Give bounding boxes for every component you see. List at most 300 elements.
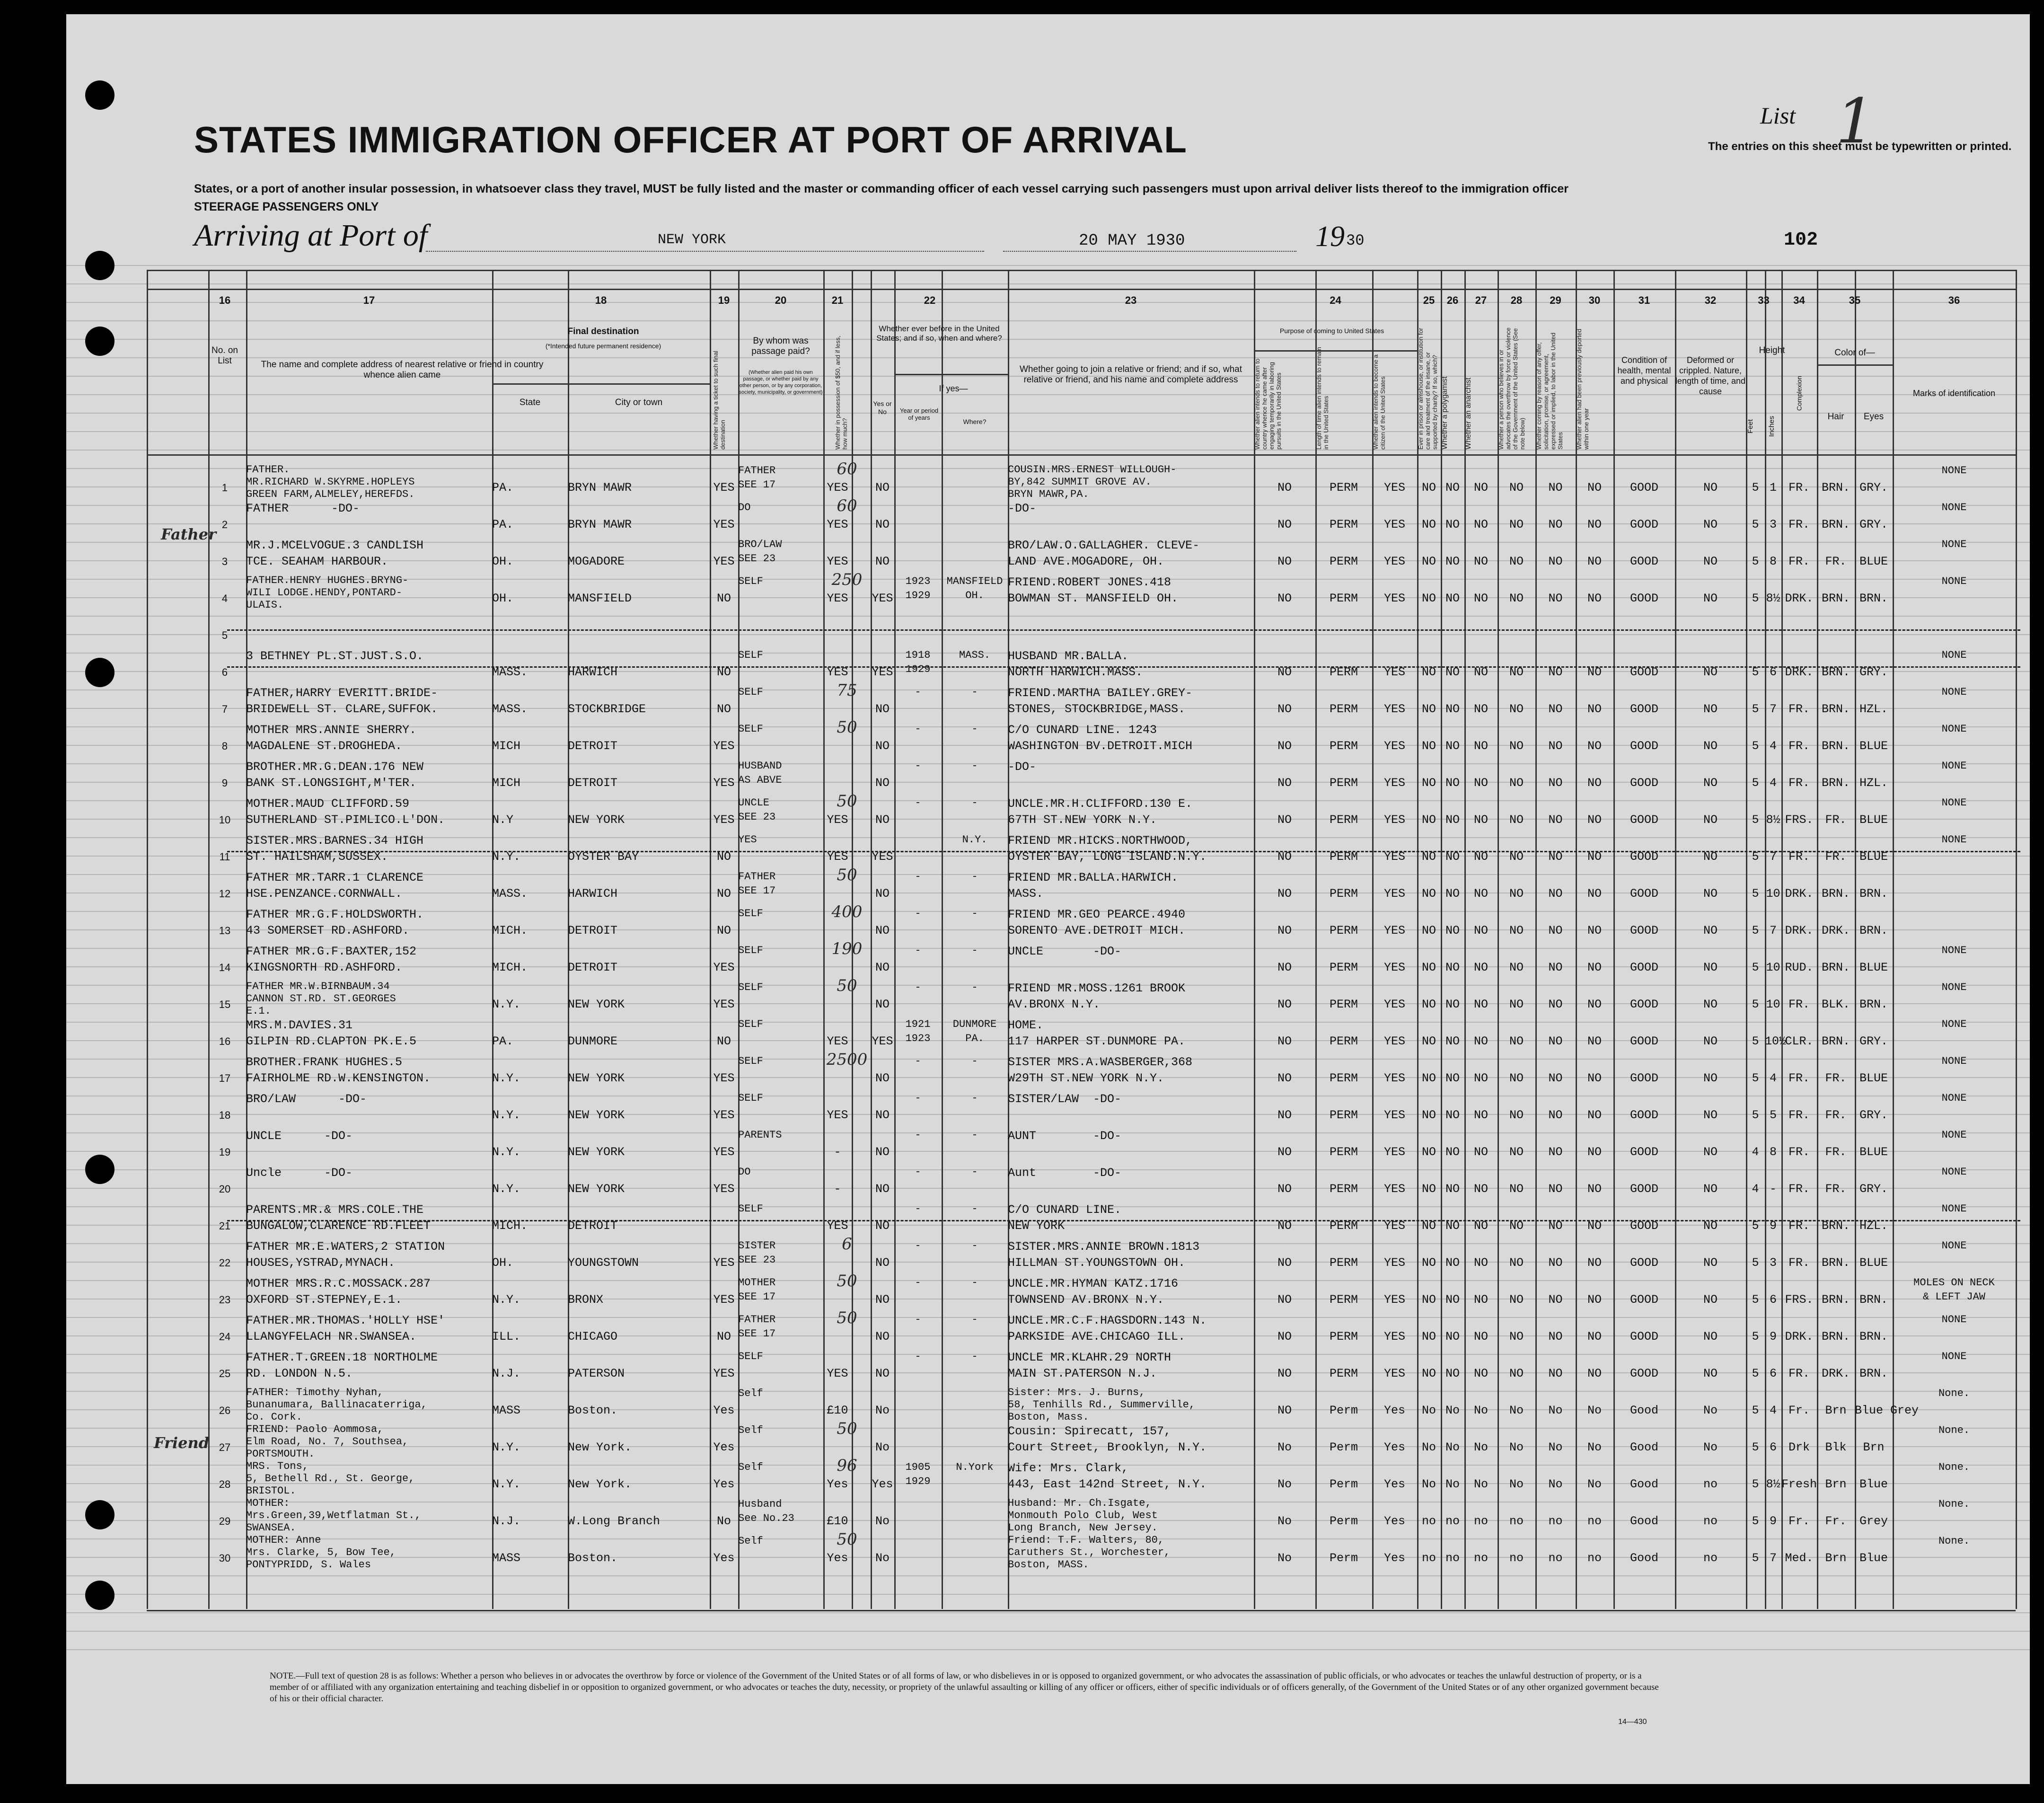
cell-ovr: NO [1509,961,1524,974]
cell-city: New York. [568,1441,632,1454]
cell-eyes: BLUE [1859,1071,1888,1085]
cell-city: Boston. [568,1404,618,1417]
cell-tkt: NO [716,887,731,901]
cell-hair: BRN. [1821,1034,1850,1048]
cell-pol: NO [1445,776,1460,790]
cell-paid: DO [738,502,751,513]
strike-line [227,666,2020,668]
cell-ana: No [1473,1441,1488,1454]
table-row [66,1272,2030,1313]
cell-dep: NO [1587,518,1602,531]
cell-yr: - [915,1129,921,1141]
cell-st: MICH. [492,961,528,974]
cell-cit: Yes [1383,1477,1405,1491]
col-header-marks: Marks of identification [1912,389,1996,398]
table-row [66,833,2030,870]
cell-yn: YES [872,592,893,605]
cell-pol: no [1445,1551,1460,1565]
cell-wh: - [971,797,978,809]
cell-off: NO [1548,739,1563,753]
cell-hair: FR. [1825,850,1847,864]
cell-eyes: GRY. [1859,1182,1888,1196]
cell-rel: MRS. Tons, 5, Bethell Rd., St. George, BRISTOL. [246,1460,415,1497]
cell-paid: SELF [738,1203,763,1215]
cell-yn: YES [872,850,893,864]
cell-dep: NO [1587,1219,1602,1233]
cell-paid: UNCLE SEE 23 [738,797,776,823]
cell-len: PERM [1329,1034,1358,1048]
cell-join: C/O CUNARD LINE. NEW YORK [1008,1203,1122,1233]
col-header-ticket: Whether having a ticket to such final destination [712,351,726,450]
cell-tkt: NO [716,1330,731,1343]
cell-ovr: NO [1509,739,1524,753]
cell-dep: NO [1587,1145,1602,1159]
col-header-ifyes: If yes— [939,384,968,393]
cell-rel: BRO/LAW -DO- [246,1092,367,1106]
cell-len: PERM [1329,850,1358,864]
cell-st: N.Y. [492,1293,521,1307]
cell-marks: NONE [1941,575,1967,587]
cell-join: UNCLE MR.KLAHR.29 NORTH MAIN ST.PATERSON N.J. [1008,1351,1172,1380]
cell-hair: Brn [1825,1551,1847,1565]
cell-st: OH. [492,592,514,605]
cell-rel: MOTHER MRS.ANNIE SHERRY. MAGDALENE ST.DROGHEDA. [246,723,417,753]
table-row [66,1235,2030,1276]
cell-wh: N.Y. [962,834,987,846]
cell-cit: YES [1383,887,1405,901]
cell-city: DUNMORE [568,1034,618,1048]
cell-n: 11 [219,851,230,863]
cell-ft: 5 [1752,887,1759,901]
cell-paid: SELF [738,686,763,698]
cell-ana: NO [1473,1219,1488,1233]
cell-dep: NO [1587,1330,1602,1343]
cell-st: MICH [492,776,521,790]
cell-pri: No [1421,1441,1436,1454]
cell-cash: YES [827,1219,848,1233]
list-number: 1 [1836,85,1875,157]
cell-ret: NO [1277,1404,1292,1417]
cell-n: 23 [219,1294,231,1306]
cell-pol: NO [1445,1330,1460,1343]
cell-cit: YES [1383,961,1405,974]
cell-marks: NONE [1941,502,1967,513]
cell-ret: No [1277,1514,1292,1528]
cell-city: YOUNGSTOWN [568,1256,639,1270]
cell-st: MICH [492,739,521,753]
table-row [66,1387,2030,1423]
cell-ft: 5 [1752,1293,1759,1307]
cell-len: PERM [1329,1293,1358,1307]
margin-note: Friend [154,1434,210,1452]
cell-def: NO [1703,887,1718,901]
cell-yn: NO [875,1071,890,1085]
cell-hair: BRN. [1821,518,1850,531]
cell-eyes: Brn [1863,1441,1885,1454]
cell-rel: FATHER: Timothy Nyhan, Bunanumara, Ballinacaterriga, Co. Cork. [246,1387,427,1423]
cell-rel: PARENTS.MR.& MRS.COLE.THE BUNGALOW,CLARENCE RD.FLEET [246,1203,431,1233]
column-number: 26 [1446,294,1459,306]
cell-dep: NO [1587,592,1602,605]
cell-pol: NO [1445,1256,1460,1270]
cell-pol: NO [1445,1071,1460,1085]
col-header-state: State [519,398,541,407]
cell-ana: NO [1473,961,1488,974]
cell-yn: NO [875,1145,890,1159]
cell-pol: NO [1445,592,1460,605]
cell-wh: - [971,1314,978,1326]
cell-hea: Good [1630,1477,1658,1491]
cell-hair: BRN. [1821,592,1850,605]
cell-join: C/O CUNARD LINE. 1243 WASHINGTON BV.DETROIT.MICH [1008,723,1193,753]
cell-cit: YES [1383,998,1405,1011]
cell-tkt: YES [713,1293,735,1307]
cell-wh: - [971,686,978,698]
cell-paid: YES [738,834,757,846]
cell-n: 12 [219,888,231,900]
cell-def: NO [1703,481,1718,495]
cell-pri: NO [1421,998,1436,1011]
cell-city: NEW YORK [568,1145,625,1159]
table-row [66,792,2030,833]
cell-len: PERM [1329,555,1358,568]
cell-def: NO [1703,592,1718,605]
cell-st: N.Y [492,813,514,827]
cell-n: 13 [219,925,231,937]
cell-n: 25 [219,1368,231,1379]
cell-marks: NONE [1941,1018,1967,1030]
cell-hw: 50 [837,1419,857,1438]
column-number: 18 [595,294,607,306]
cell-def: NO [1703,1256,1718,1270]
col-header-overthrow: Whether a person who believes in or advocates the overthrow by force or violence of the Government of the United States (See note below) [1498,327,1526,450]
cell-tkt: Yes [713,1477,735,1491]
cell-def: NO [1703,776,1718,790]
cell-rel: FATHER MR.TARR.1 CLARENCE HSE.PENZANCE.CORNWALL. [246,871,424,901]
cell-hw: 50 [837,976,857,995]
col-header-deformed: Deformed or crippled. Nature, length of time, and cause [1675,355,1746,396]
cell-ret: NO [1277,702,1292,716]
cell-city: W.Long Branch [568,1514,661,1528]
cell-tkt: YES [713,1182,735,1196]
cell-yn: NO [875,702,890,716]
cell-paid: SISTER SEE 23 [738,1240,776,1266]
cell-marks: NONE [1941,760,1967,772]
cell-def: NO [1703,850,1718,864]
cell-pol: NO [1445,481,1460,495]
cell-ovr: NO [1509,1219,1524,1233]
cell-ft: 5 [1752,1404,1759,1417]
cell-ret: NO [1277,776,1292,790]
cell-ana: NO [1473,924,1488,937]
cell-st: N.Y. [492,850,521,864]
cell-def: no [1703,1477,1718,1491]
cell-dep: NO [1587,1256,1602,1270]
cell-in: 7 [1769,702,1777,716]
cell-ovr: NO [1509,1145,1524,1159]
cell-ret: NO [1277,481,1292,495]
cell-ana: NO [1473,776,1488,790]
cell-in: 3 [1769,1256,1777,1270]
cell-hair: Brn [1825,1477,1847,1491]
table-row [66,1456,2030,1497]
cell-yn: NO [875,481,890,495]
cell-cash: YES [827,555,848,568]
cell-ft: 5 [1752,1256,1759,1270]
cell-ft: 5 [1752,1330,1759,1343]
cell-def: NO [1703,1145,1718,1159]
cell-cx: CLR. [1785,1034,1814,1048]
cell-off: NO [1548,1367,1563,1380]
cell-ret: NO [1277,998,1292,1011]
column-number: 23 [1125,294,1137,306]
cell-ft: 5 [1752,1441,1759,1454]
cell-hw: 6 [842,1235,852,1254]
cell-paid: Husband See No.23 [738,1498,794,1524]
cell-eyes: BLUE [1859,1256,1888,1270]
cell-pri: NO [1421,665,1436,679]
cell-off: NO [1548,998,1563,1011]
cell-paid: SELF [738,1092,763,1104]
cell-dep: NO [1587,1293,1602,1307]
cell-cx: FRS. [1785,813,1814,827]
cell-join: FRIEND MR.BALLA.HARWICH. MASS. [1008,871,1179,901]
cell-dep: No [1587,1404,1602,1417]
cell-marks: None. [1938,1498,1970,1510]
cell-pol: No [1445,1441,1460,1454]
cell-n: 15 [219,999,231,1010]
cell-dep: NO [1587,961,1602,974]
cell-pol: NO [1445,1034,1460,1048]
cell-ret: NO [1277,961,1292,974]
cell-rel: FATHER -DO- [246,502,360,515]
year-prefix: 19 [1315,221,1345,253]
cell-paid: FATHER SEE 17 [738,871,776,897]
cell-hea: GOOD [1630,1034,1658,1048]
cell-ft: 5 [1752,1219,1759,1233]
cell-cash: Yes [827,1477,848,1491]
cell-cit: YES [1383,518,1405,531]
cell-tkt: YES [713,1256,735,1270]
cell-off: NO [1548,887,1563,901]
cell-ana: NO [1473,481,1488,495]
cell-n: 1 [221,482,228,494]
cell-off: NO [1548,961,1563,974]
cell-ana: NO [1473,850,1488,864]
cell-ovr: No [1509,1441,1524,1454]
cell-hw: 250 [831,570,863,589]
cell-in: 4 [1769,776,1777,790]
cell-wh: - [971,981,978,993]
cell-wh: - [971,723,978,735]
cell-len: PERM [1329,1367,1358,1380]
cell-pol: NO [1445,850,1460,864]
cell-in: 8½ [1766,813,1780,827]
column-number: 24 [1330,294,1341,306]
cell-wh: - [971,871,978,883]
cell-tkt: YES [713,739,735,753]
cell-rel: FATHER MR.E.WATERS,2 STATION HOUSES,YSTRAD,MYNACH. [246,1240,445,1270]
cell-hw: 400 [831,902,863,921]
cell-yr: - [915,1092,921,1104]
cell-st: OH. [492,555,514,568]
cell-join: SISTER MRS.A.WASBERGER,368 W29TH ST.NEW YORK N.Y. [1008,1055,1193,1085]
cell-len: Perm [1329,1404,1358,1417]
col-header-prior-yesno: Yes or No [873,400,892,415]
cell-eyes: HZL. [1859,1219,1888,1233]
cell-cash: YES [827,1108,848,1122]
cell-ret: NO [1277,1108,1292,1122]
cell-n: 8 [221,740,228,752]
cell-ft: 5 [1752,1551,1759,1565]
manifest-sheet [66,14,2030,1784]
year-suffix: 30 [1346,232,1365,249]
cell-pri: NO [1421,1219,1436,1233]
cell-def: NO [1703,1330,1718,1343]
cell-hair: Brn [1825,1404,1847,1417]
table-row [66,1091,2030,1128]
cell-def: NO [1703,1071,1718,1085]
cell-hea: GOOD [1630,739,1658,753]
cell-ret: NO [1277,1071,1292,1085]
cell-paid: SELF [738,1055,763,1067]
col-header-hair: Hair [1827,412,1844,422]
cell-ret: NO [1277,1145,1292,1159]
cell-in: 8 [1769,1145,1777,1159]
cell-rel: MOTHER MRS.R.C.MOSSACK.287 OXFORD ST.STEPNEY,E.1. [246,1277,431,1307]
cell-marks: None. [1938,1535,1970,1547]
cell-cx: FR. [1788,518,1810,531]
cell-hea: GOOD [1630,776,1658,790]
column-number: 34 [1793,294,1805,306]
cell-wh: MANSFIELD OH. [946,575,1003,601]
cell-marks: NONE [1941,723,1967,735]
cell-off: NO [1548,813,1563,827]
cell-st: N.Y. [492,1182,521,1196]
cell-city: STOCKBRIDGE [568,702,646,716]
cell-yr: - [915,1203,921,1215]
cell-pol: NO [1445,924,1460,937]
cell-hair: FR. [1825,1182,1847,1196]
cell-eyes: BRN. [1859,592,1888,605]
cell-cx: FR. [1788,739,1810,753]
column-number: 35 [1849,294,1861,306]
cell-hair: Fr. [1825,1514,1847,1528]
cell-paid: FATHER SEE 17 [738,1314,776,1340]
cell-in: 8½ [1766,592,1780,605]
cell-dep: NO [1587,739,1602,753]
cell-pol: NO [1445,1219,1460,1233]
col-header-cash: Whether in possession of $50, and if less, how much? [834,336,848,450]
cell-st: MASS. [492,702,528,716]
cell-ovr: NO [1509,776,1524,790]
cell-hea: Good [1630,1441,1658,1454]
cell-st: PA. [492,481,514,495]
col-header-passage-sub: (Whether alien paid his own passage, or whether paid by any other person, or by any corporation, society, municipality, or government) [739,370,823,395]
cell-paid: SELF [738,723,763,735]
cell-join: Sister: Mrs. J. Burns, 58, Tenhills Rd., Summerville, Boston, Mass. [1008,1387,1196,1423]
column-number: 21 [831,294,844,306]
cell-city: MANSFIELD [568,592,632,605]
cell-hea: GOOD [1630,998,1658,1011]
cell-def: NO [1703,739,1718,753]
cell-marks: NONE [1941,797,1967,809]
cell-ft: 5 [1752,1108,1759,1122]
cell-pol: NO [1445,998,1460,1011]
cell-tkt: YES [713,1108,735,1122]
cell-paid: MOTHER SEE 17 [738,1277,776,1303]
cell-st: OH. [492,1256,514,1270]
cell-ret: NO [1277,1330,1292,1343]
cell-paid: Self [738,1424,763,1436]
cell-rel: FATHER MR.G.F.BAXTER,152 KINGSNORTH RD.ASHFORD. [246,945,417,974]
cell-tkt: No [716,1514,731,1528]
cell-n: 19 [219,1146,231,1158]
cell-cit: YES [1383,1034,1405,1048]
cell-wh: - [971,1055,978,1067]
cell-marks: None. [1938,1424,1970,1436]
table-row [66,681,2030,722]
cell-eyes: BLUE [1859,1145,1888,1159]
cell-paid: SELF [738,945,763,956]
cell-hea: Good [1630,1551,1658,1565]
cell-def: NO [1703,702,1718,716]
cell-ovr: NO [1509,665,1524,679]
cell-yr: - [915,1166,921,1178]
cell-dep: NO [1587,702,1602,716]
cell-eyes: GRY. [1859,665,1888,679]
col-header-eyes: Eyes [1863,412,1884,422]
cell-rel: MRS.M.DAVIES.31 GILPIN RD.CLAPTON PK.E.5 [246,1018,417,1048]
cell-tkt: NO [716,592,731,605]
cell-ovr: NO [1509,1293,1524,1307]
cell-pri: no [1421,1514,1436,1528]
cell-marks: MOLES ON NECK & LEFT JAW [1913,1277,1995,1303]
cell-hw: 50 [837,1272,857,1290]
col-header-polygamist: Whether a polygamist [1441,376,1449,450]
cell-tkt: Yes [713,1551,735,1565]
cell-def: NO [1703,961,1718,974]
cell-in: 4 [1769,739,1777,753]
cell-ovr: NO [1509,850,1524,864]
cell-st: MICH. [492,1219,528,1233]
cell-cx: FR. [1788,1256,1810,1270]
cell-len: PERM [1329,1182,1358,1196]
cell-marks: NONE [1941,649,1967,661]
cell-in: 9 [1769,1514,1777,1528]
cell-n: 16 [219,1035,231,1047]
cell-yn: Yes [872,1477,893,1491]
cell-pri: NO [1421,776,1436,790]
cell-city: Boston. [568,1551,618,1565]
col-header-city: City or town [615,398,663,407]
cell-cx: FR. [1788,1145,1810,1159]
cell-def: NO [1703,924,1718,937]
cell-hair: BRN. [1821,481,1850,495]
cell-pol: NO [1445,961,1460,974]
cell-join: HUSBAND MR.BALLA. NORTH HARWICH.MASS. [1008,649,1143,679]
cell-yr: - [915,871,921,883]
table-row [66,570,2030,611]
strike-line [227,1220,2020,1221]
cell-cx: DRK. [1785,1330,1814,1343]
cell-join: FRIEND MR.GEO PEARCE.4940 SORENTO AVE.DETROIT MICH. [1008,908,1186,937]
cell-marks: NONE [1941,1203,1967,1215]
cell-cit: YES [1383,481,1405,495]
cell-in: 9 [1769,1330,1777,1343]
col-header-feet: Feet [1746,419,1754,434]
cell-ret: NO [1277,1367,1292,1380]
